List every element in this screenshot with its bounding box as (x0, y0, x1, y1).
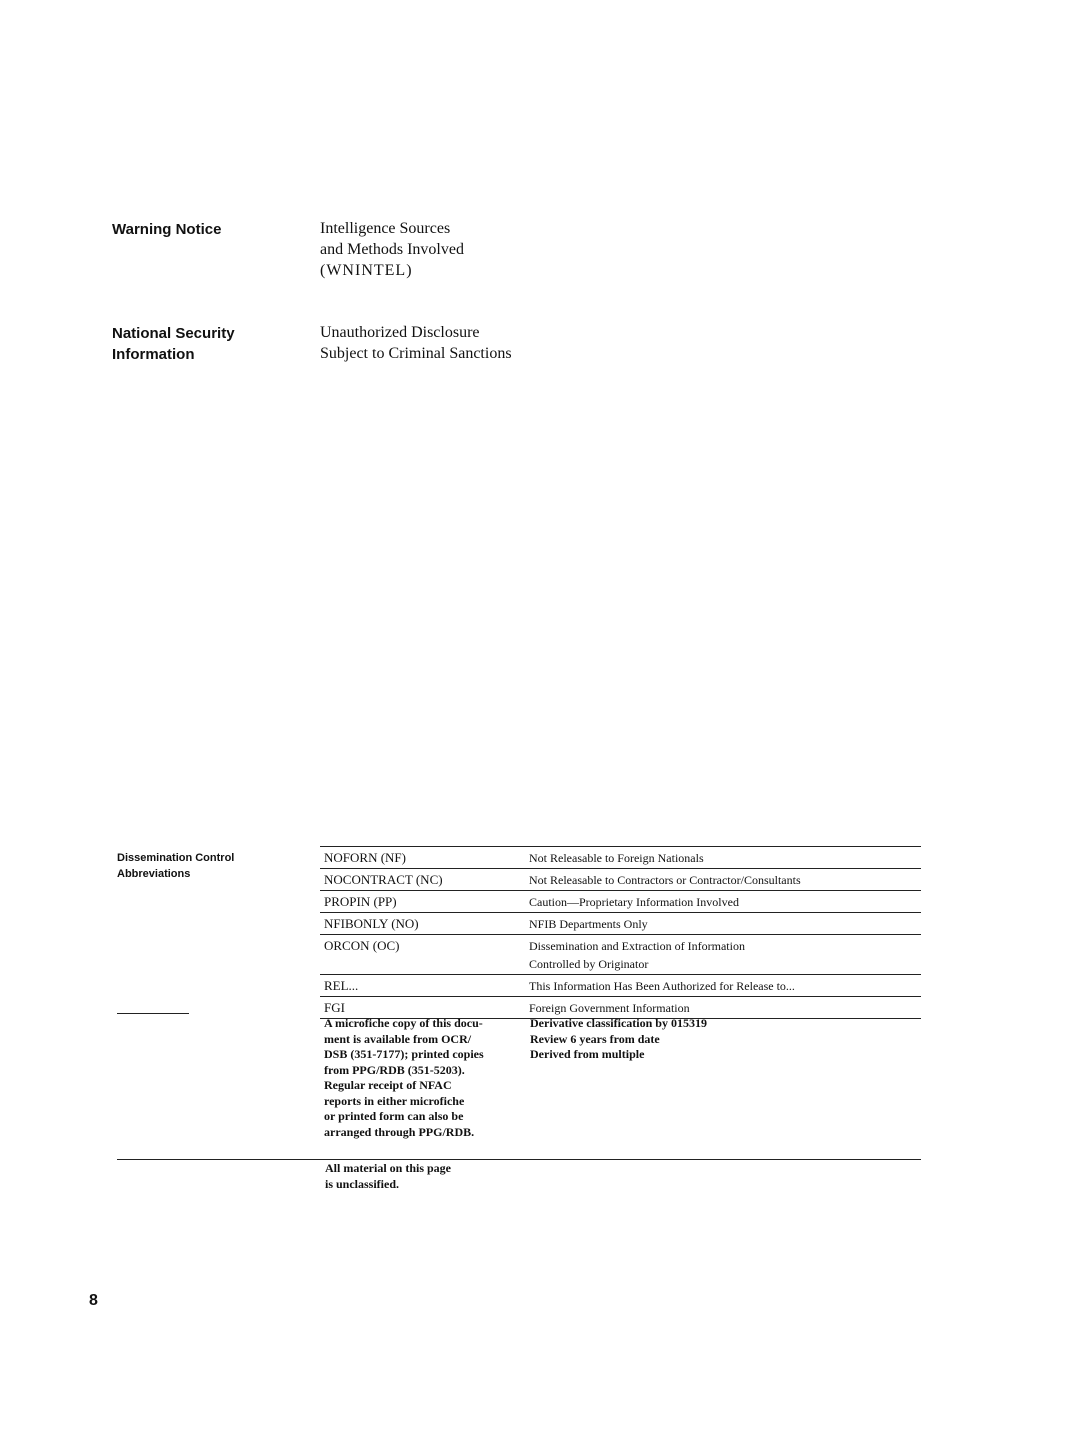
label-line: Dissemination Control (117, 852, 235, 864)
table-row (320, 935, 921, 975)
abbreviation: FGI (324, 1000, 345, 1015)
abbreviation: ORCON (OC) (324, 938, 400, 953)
classification-note (530, 1016, 707, 1063)
meaning (529, 937, 921, 973)
meaning (529, 893, 921, 911)
table-row (320, 891, 921, 913)
note-line: All material on this page (325, 1161, 451, 1175)
note-line: or printed form can also be (324, 1109, 464, 1123)
table-row (320, 847, 921, 869)
text-line: Intelligence Sources (320, 220, 451, 237)
note-line: Review 6 years from date (530, 1031, 660, 1046)
dissemination-table (320, 846, 921, 1019)
national-security-text (320, 322, 512, 364)
meaning-line: NFIB Departments Only (529, 917, 648, 931)
unclassified-note (325, 1161, 451, 1192)
warning-notice-text (320, 218, 464, 281)
note-line: Regular receipt of NFAC (324, 1078, 452, 1092)
note-line: reports in either microfiche (324, 1093, 465, 1108)
meaning-line: Dissemination and Extraction of Information (529, 939, 745, 953)
meaning (529, 915, 921, 933)
label-line: National Security (112, 325, 235, 342)
meaning-line: Foreign Government Information (529, 1001, 690, 1015)
label-line: Abbreviations (117, 868, 191, 880)
table-row (320, 869, 921, 891)
dissemination-control-label (117, 850, 234, 882)
meaning (529, 849, 921, 867)
note-line: A microfiche copy of this docu- (324, 1016, 483, 1030)
text-line: (WNINTEL) (320, 262, 413, 279)
microfiche-note (324, 1016, 519, 1140)
label-line: Information (112, 346, 195, 363)
warning-notice-label (112, 219, 221, 240)
meaning (529, 977, 921, 995)
page-number: 8 (89, 1292, 98, 1309)
text-line: and Methods Involved (320, 241, 464, 258)
national-security-label (112, 323, 235, 365)
note-line: ment is available from OCR/ (324, 1031, 472, 1046)
abbreviation: PROPIN (PP) (324, 894, 397, 909)
note-line: is unclassified. (325, 1176, 400, 1191)
meaning (529, 871, 921, 889)
label-line: Warning Notice (112, 221, 222, 238)
divider (117, 1013, 189, 1014)
note-line: Derived from multiple (530, 1047, 645, 1061)
text-line: Unauthorized Disclosure (320, 324, 480, 341)
meaning-line: Not Releasable to Foreign Nationals (529, 851, 704, 865)
table-row (320, 975, 921, 997)
note-line: arranged through PPG/RDB. (324, 1124, 475, 1139)
note-line: DSB (351-7177); printed copies (324, 1047, 484, 1061)
abbreviation: NOFORN (NF) (324, 850, 406, 865)
meaning-line: Controlled by Originator (529, 957, 649, 971)
abbreviation: NOCONTRACT (NC) (324, 872, 443, 887)
table-row (320, 913, 921, 935)
note-line: Derivative classification by 015319 (530, 1016, 707, 1030)
divider (117, 1159, 921, 1160)
meaning-line: Not Releasable to Contractors or Contractor/Consultants (529, 873, 801, 887)
note-line: from PPG/RDB (351-5203). (324, 1062, 465, 1077)
abbreviation: REL... (324, 978, 359, 993)
abbreviation: NFIBONLY (NO) (324, 916, 419, 931)
meaning-line: Caution—Proprietary Information Involved (529, 895, 739, 909)
meaning (529, 999, 921, 1017)
text-line: Subject to Criminal Sanctions (320, 345, 512, 362)
meaning-line: This Information Has Been Authorized for Release to... (529, 979, 795, 993)
